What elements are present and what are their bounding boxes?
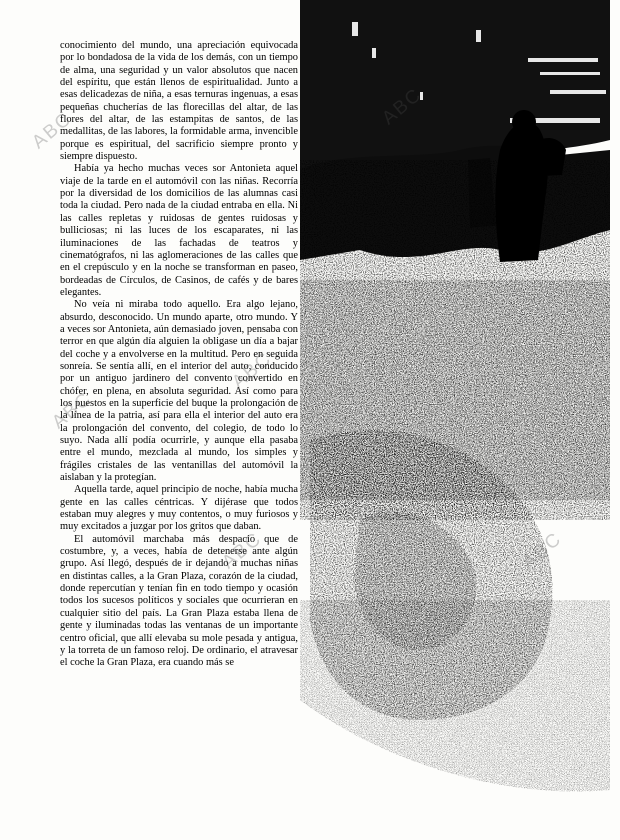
abc-watermark: ABC — [378, 84, 427, 130]
article-paragraph-3: No veía ni miraba todo aquello. Era algo lejano, absurdo, desconocido. Un mundo aparte, otro mundo. Y a veces sor Antonieta, aún demasiado joven, pensaba con terror en que algún día alguien la obligase un día a bajar del coche y a envolverse en la multitud. Pero en seguida sonreía. Se sentía allí, en el interior del auto, conducido por un antiguo jardinero del convento convertido en chófer, en plena, en absoluta seguridad. Así como para los puestos en la superficie del buque la prolongación de la línea de la patria, así para ella el interior del auto era la prolongación del convento, del colegio, de todo lo suyo. Nada allí podía ocurrirle, y aunque ella pasaba entre el mundo, mezclada al mundo, los simples y frágiles cristales de las ventanillas del automóvil la aislaban y la protegían. — [60, 299, 298, 484]
abc-watermark: ABC — [28, 108, 77, 154]
article-paragraph-1: conocimiento del mundo, una apreciación equivocada por lo bondadosa de la vida de los demás, con un tiempo de alma, una seguridad y un valor absolutos que nacen del espíritu, que están llenos de espiritualidad. Junto a esas delicadezas de niña, a esas ternuras ingenuas, a esas pequeñas chucherías de las florecillas del altar, de las flores del altar, de las estampitas de santos, de las medallitas, de las labores, la formidable arma, invencible porque es espiritual, del sacrificio siempre pronto y siempre dispuesto. — [60, 40, 298, 163]
article-text-column — [60, 40, 298, 670]
abc-watermark: ABC — [218, 528, 267, 574]
article-paragraph-5: El automóvil marchaba más despacio que de costumbre, y, a veces, había de detenerse ante algún grupo. Así llegó, después de ir dejando a muchas niñas en distintas calles, a la Gran Plaza, corazón de la ciudad, donde repercutían y tenían fin en todo tiempo y ocasión todos los sucesos políticos y sociales que ocurrieran en cualquier sitio del país. La Gran Plaza estaba llena de gente y iluminadas todas las ventanas de un importante centro oficial, que allí elevaba su mole pesada y antigua, y la torreta de un famoso reloj. De ordinario, el atravesar el coche la Gran Plaza, era cuando más se — [60, 533, 298, 669]
street-scene-illustration — [300, 0, 610, 820]
abc-watermark: ABC — [518, 528, 567, 574]
article-paragraph-4: Aquella tarde, aquel principio de noche, había mucha gente en las calles céntricas. Y dijérase que todos estaban muy alegres y muy contentos, o muy furiosos y muy excitados a juzgar por los gritos que daban. — [60, 484, 298, 533]
article-paragraph-2: Había ya hecho muchas veces sor Antonieta aquel viaje de la tarde en el automóvil con las niñas. Recorría por la diversidad de los domicilios de las alumnas casi toda la ciudad. Pero nada de la ciudad entraba en ella. Ni las calles repletas y ruidosas de gentes ruidosas y bulliciosas; ni las luces de los escaparates, ni las iluminaciones de las fachadas de teatros y cinematógrafos, ni las aglomeraciones de las calles que en el crepúsculo y en la noche se transforman en paseo, bordeadas de Círculos, de Casinos, de cafés y de bares elegantes. — [60, 163, 298, 298]
abc-watermark: ABC — [48, 388, 97, 434]
abc-watermark: ABC — [228, 348, 277, 394]
